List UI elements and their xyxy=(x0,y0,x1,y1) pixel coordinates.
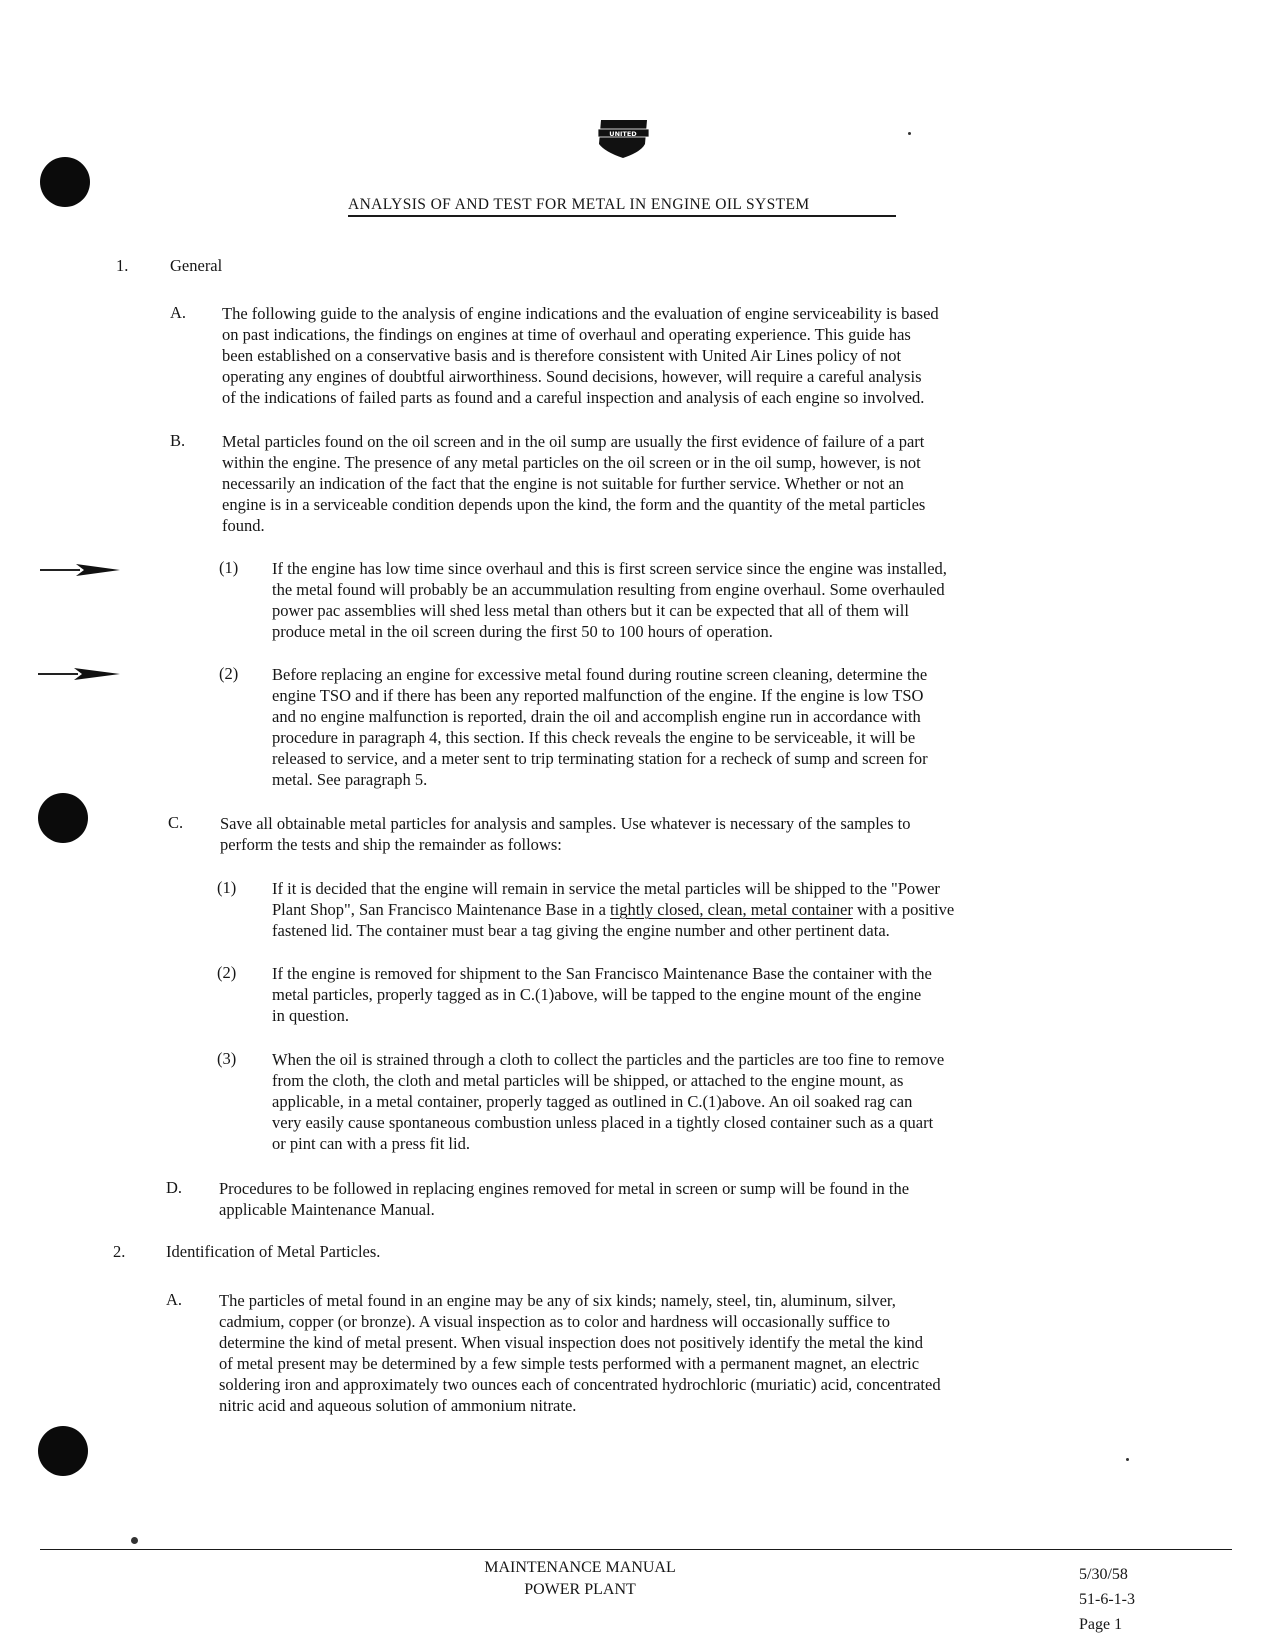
paragraph-1b xyxy=(222,431,925,536)
text-line: Procedures to be followed in replacing engines removed for metal in screen or sump will be found in the xyxy=(219,1179,910,1198)
paragraph-1d xyxy=(219,1178,909,1220)
text-line: nitric acid and aqueous solution of ammonium nitrate. xyxy=(219,1396,577,1415)
united-logo-icon xyxy=(595,118,651,160)
text-line: been established on a conservative basis and is therefore consistent with United Air Lines policy of not xyxy=(222,346,902,365)
item-label: (1) xyxy=(217,878,237,897)
text-line: on past indications, the findings on engines at time of overhaul and operating experience. This guide has xyxy=(222,325,911,344)
text-line: applicable, in a metal container, properly tagged as outlined in C.(1)above. An oil soaked rag can xyxy=(272,1092,913,1111)
text-line: If it is decided that the engine will remain in service the metal particles will be shipped to the "Power xyxy=(272,879,940,898)
text-line: engine TSO and if there has been any reported malfunction of the engine. If the engine is low TSO xyxy=(272,686,924,705)
text-line: released to service, and a meter sent to trip terminating station for a recheck of sump and screen for xyxy=(272,749,928,768)
scan-speck xyxy=(131,1537,138,1544)
paragraph-label: A. xyxy=(166,1290,183,1309)
logo-text: UNITED xyxy=(609,129,637,138)
scan-speck xyxy=(908,132,911,135)
text-line: soldering iron and approximately two ounces each of concentrated hydrochloric (muriatic) acid, concentrated xyxy=(219,1375,941,1394)
text-segment: Plant Shop", San Francisco Maintenance Base in a xyxy=(272,900,611,919)
text-line: within the engine. The presence of any metal particles on the oil screen or in the oil sump, however, is not xyxy=(222,453,921,472)
paragraph-label: B. xyxy=(170,431,186,450)
item-label: (2) xyxy=(217,963,237,982)
text-line xyxy=(272,899,954,920)
text-line: The following guide to the analysis of engine indications and the evaluation of engine serviceability is based xyxy=(222,304,939,323)
footer-center xyxy=(430,1557,730,1601)
text-line: applicable Maintenance Manual. xyxy=(219,1200,435,1219)
punch-hole-middle xyxy=(38,793,88,843)
page-title: ANALYSIS OF AND TEST FOR METAL IN ENGINE OIL SYSTEM xyxy=(348,196,896,217)
text-line: metal particles, properly tagged as in C.(1)above, will be tapped to the engine mount of the engine xyxy=(272,985,922,1004)
item-label: (2) xyxy=(219,664,239,683)
paragraph-label: A. xyxy=(170,303,187,322)
paragraph-label: C. xyxy=(168,813,184,832)
text-line: Save all obtainable metal particles for analysis and samples. Use whatever is necessary of the samples to xyxy=(220,814,911,833)
paragraph-label: D. xyxy=(166,1178,183,1197)
text-line: If the engine is removed for shipment to the San Francisco Maintenance Base the container with the xyxy=(272,964,932,983)
text-line: in question. xyxy=(272,1006,349,1025)
text-line: metal. See paragraph 5. xyxy=(272,770,428,789)
text-line: power pac assemblies will shed less metal than others but it can be expected that all of them will xyxy=(272,601,909,620)
text-line: The particles of metal found in an engine may be any of six kinds; namely, steel, tin, aluminum, silver, xyxy=(219,1291,896,1310)
paragraph-2a xyxy=(219,1290,941,1416)
footer-right xyxy=(1079,1562,1135,1637)
paragraph-1a xyxy=(222,303,939,408)
item-label: (1) xyxy=(219,558,239,577)
text-line: fastened lid. The container must bear a tag giving the engine number and other pertinent data. xyxy=(272,921,890,940)
section-number: 2. xyxy=(113,1242,126,1261)
item-1c2 xyxy=(272,963,932,1026)
footer-manual-subtitle: POWER PLANT xyxy=(524,1581,636,1598)
text-line: Metal particles found on the oil screen and in the oil sump are usually the first evidence of failure of a part xyxy=(222,432,925,451)
paragraph-1c xyxy=(220,813,911,855)
change-arrow-icon xyxy=(40,563,122,577)
text-line: engine is in a serviceable condition depends upon the kind, the form and the quantity of the metal particles xyxy=(222,495,926,514)
change-arrow-icon xyxy=(38,667,122,681)
item-1c1 xyxy=(272,878,954,941)
text-line: found. xyxy=(222,516,265,535)
text-line: of the indications of failed parts as found and a careful inspection and analysis of each engine so involved. xyxy=(222,388,925,407)
text-line: procedure in paragraph 4, this section. If this check reveals the engine to be serviceable, it will be xyxy=(272,728,916,747)
footer-doc-number: 51-6-1-3 xyxy=(1079,1591,1135,1608)
text-line: necessarily an indication of the fact that the engine is not suitable for further service. Whether or not an xyxy=(222,474,904,493)
text-line: and no engine malfunction is reported, drain the oil and accomplish engine run in accordance with xyxy=(272,707,921,726)
footer-rule xyxy=(40,1549,1232,1550)
text-line: the metal found will probably be an accummulation resulting from engine overhaul. Some overhauled xyxy=(272,580,945,599)
text-segment: with a positive xyxy=(852,900,955,919)
footer-date: 5/30/58 xyxy=(1079,1566,1128,1583)
text-line: of metal present may be determined by a few simple tests performed with a permanent magnet, an electric xyxy=(219,1354,920,1373)
text-line: very easily cause spontaneous combustion unless placed in a tightly closed container such as a quart xyxy=(272,1113,934,1132)
text-line: determine the kind of metal present. When visual inspection does not positively identify the metal the kind xyxy=(219,1333,923,1352)
item-1c3 xyxy=(272,1049,944,1154)
footer-manual-title: MAINTENANCE MANUAL xyxy=(484,1559,676,1576)
text-line: Before replacing an engine for excessive metal found during routine screen cleaning, determine the xyxy=(272,665,928,684)
text-line: produce metal in the oil screen during the first 50 to 100 hours of operation. xyxy=(272,622,773,641)
punch-hole-bottom xyxy=(38,1426,88,1476)
punch-hole-top xyxy=(40,157,90,207)
footer-page-number: Page 1 xyxy=(1079,1616,1123,1633)
text-line: perform the tests and ship the remainder as follows: xyxy=(220,835,562,854)
text-line: If the engine has low time since overhaul and this is first screen service since the engine was installed, xyxy=(272,559,947,578)
scan-speck xyxy=(1126,1458,1129,1461)
section-heading: General xyxy=(170,256,223,275)
section-number: 1. xyxy=(116,256,129,275)
text-line: cadmium, copper (or bronze). A visual inspection as to color and hardness will occasionally suffice to xyxy=(219,1312,890,1331)
text-line: or pint can with a press fit lid. xyxy=(272,1134,470,1153)
item-1b2 xyxy=(272,664,928,790)
text-line: from the cloth, the cloth and metal particles will be shipped, or attached to the engine mount, as xyxy=(272,1071,904,1090)
item-label: (3) xyxy=(217,1049,237,1068)
text-line: operating any engines of doubtful airworthiness. Sound decisions, however, will require a careful analysis xyxy=(222,367,922,386)
item-1b1 xyxy=(272,558,947,642)
text-line: When the oil is strained through a cloth to collect the particles and the particles are too fine to remove xyxy=(272,1050,945,1069)
underlined-text: tightly closed, clean, metal container xyxy=(610,900,853,919)
section-heading: Identification of Metal Particles. xyxy=(166,1242,381,1261)
